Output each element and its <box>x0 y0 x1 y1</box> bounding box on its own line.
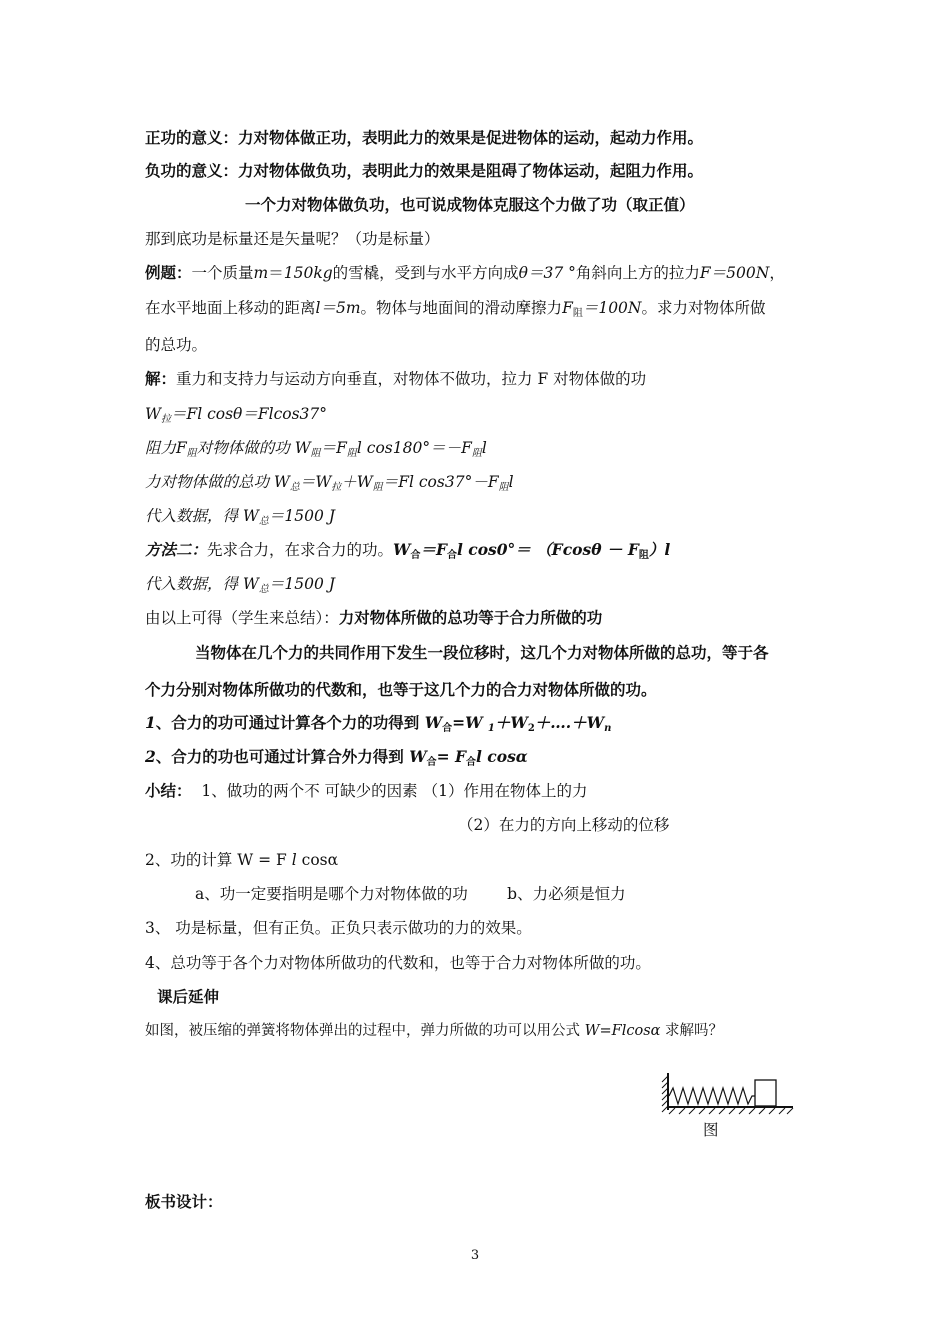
spring-figure <box>655 1068 800 1144</box>
extension-question: 如图，被压缩的弹簧将物体弹出的过程中，弹力所做的功可以用公式 W=Flcosα 求解吗？ <box>145 1023 724 1039</box>
board-design-heading: 板书设计： <box>145 1192 223 1211</box>
page-number: 3 <box>470 1248 480 1263</box>
solution-label: 解： <box>145 369 177 388</box>
summary-item-4: 4、总功等于各个力对物体所做功的代数和，也等于合力对物体所做的功。 <box>145 954 651 972</box>
method-two: 方法二：先求合力，在求合力的功。$W_合=F_合l$ $\cos 0^\circ= (Fcos\theta - F_阻)l$ <box>145 540 671 561</box>
block <box>755 1080 776 1106</box>
summary-conclusion: 由以上可得（学生来总结）：力对物体所做的总功等于合力所做的功 <box>145 608 603 627</box>
example-line-3: 的总功。 <box>145 336 208 354</box>
scalar-question: 那到底功是标量还是矢量呢？（功是标量） <box>145 230 440 248</box>
summary-item-2-notes: a、功一定要指明是哪个力对物体做的功 b、力必须是恒力 <box>195 885 626 903</box>
solution-intro: 解：重力和支持力与运动方向垂直，对物体不做功，拉力 F 对物体做的功 <box>145 369 647 388</box>
work-pull-formula: $W_拉=Fl$ cosθ＝Flcos37° <box>145 405 328 425</box>
negative-work-note: 一个力对物体做负功，也可说成物体克服这个力做了功（取正值） <box>245 195 695 214</box>
paragraph-line-2: 个力分别对物体所做功的代数和，也等于这几个力的合力对物体所做的功。 <box>145 680 657 699</box>
point-2: 2、合力的功也可通过计算合外力得到 $W_合= F_合l$ cosα <box>145 747 528 768</box>
point-1: 1、合力的功可通过计算各个力的功得到 $W_合=W$ $_1+W_2+\dots.+W_n$ <box>145 713 612 734</box>
summary-item-1b: （2）在力的方向上移动的位移 <box>458 816 670 834</box>
summary-item-2: 2、功的计算 W = F l cosα <box>145 851 339 869</box>
example-line-1: 例题：一个质量m＝150kg的雪橇，受到与水平方向成θ＝37 °角斜向上方的拉力F＝500N， <box>145 263 785 282</box>
example-line-2: 在水平地面上移动的距离l＝5m。物体与地面间的滑动摩擦力$F_阻=100N$。求力对物体所做 <box>145 299 766 319</box>
negative-work-meaning: 负功的意义：力对物体做负功，表明此力的效果是阻碍了物体运动，起阻力作用。 <box>145 161 704 180</box>
total-work-formula: 力对物体做的总功 $W_总=W_拉+W_阻=Fl$ $\cos 37^\circ-F_阻l$ <box>145 473 514 493</box>
summary-item-3: 3、 功是标量，但有正负。正负只表示做功的力的效果。 <box>145 919 532 937</box>
method-two-label: 方法二： <box>145 540 208 559</box>
result-line-1: 代入数据，得 $W_总=1500$ J <box>145 507 335 527</box>
spring-diagram <box>655 1068 800 1144</box>
paragraph-line-1: 当物体在几个力的共同作用下发生一段位移时，这几个力对物体所做的总功，等于各 <box>195 643 769 662</box>
figure-caption: 图 <box>703 1121 719 1139</box>
summary-label: 小结： <box>145 781 192 800</box>
result-line-2: 代入数据，得 $W_总=1500$ J <box>145 575 335 595</box>
summary-item-1: 小结： 1、做功的两个不 可缺少的因素 （1）作用在物体上的力 <box>145 781 588 800</box>
extension-title: 课后延伸 <box>157 987 220 1006</box>
work-friction-formula: 阻力$F_阻$对物体做的功 $W_阻=F_阻l$ $\cos 180^\circ=-F_阻l$ <box>145 439 487 459</box>
positive-work-meaning: 正功的意义：力对物体做正功，表明此力的效果是促进物体的运动，起动力作用。 <box>145 128 704 147</box>
example-label: 例题： <box>145 263 192 282</box>
